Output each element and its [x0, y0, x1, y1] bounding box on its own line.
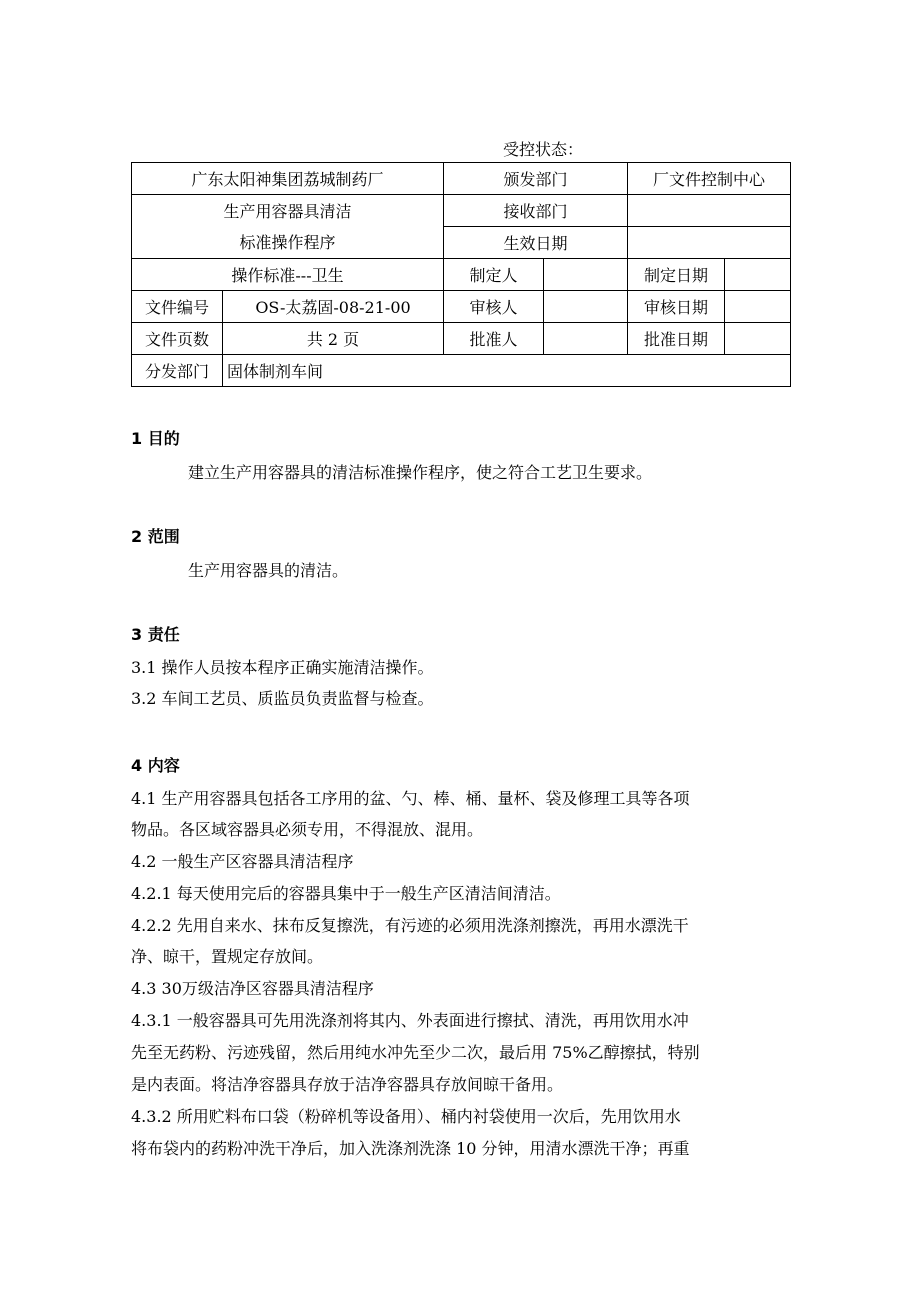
doc-no-label: 文件编号: [132, 291, 223, 323]
effective-date-label: 生效日期: [444, 227, 628, 259]
doc-no-value: OS-太荔固-08-21-00: [223, 291, 444, 323]
receive-dept-label: 接收部门: [444, 195, 628, 227]
distribution-label: 分发部门: [132, 355, 223, 387]
section-3-title: 3 责任: [131, 625, 180, 644]
section-1-title: 1 目的: [131, 429, 180, 448]
section-3-1: 3.1 操作人员按本程序正确实施清洁操作。: [131, 658, 434, 677]
title-line-1: 生产用容器具清洁: [223, 201, 352, 221]
reviewer-label: 审核人: [444, 291, 544, 323]
section-4-3-1-line-1: 4.3.1 一般容器具可先用洗涤剂将其内、外表面进行擦拭、清洗，再用饮用水冲: [131, 1011, 689, 1030]
title-line-2: 标准操作程序: [239, 232, 336, 252]
section-4-2-1: 4.2.1 每天使用完后的容器具集中于一般生产区清洁间清洁。: [131, 884, 561, 903]
prepared-by-label: 制定人: [444, 259, 544, 291]
section-1-body: 建立生产用容器具的清洁标准操作程序，使之符合工艺卫生要求。: [188, 463, 653, 482]
section-4-1-line-2: 物品。各区域容器具必须专用，不得混放、混用。: [131, 820, 484, 839]
approver-value: [544, 323, 628, 355]
review-date-label: 审核日期: [628, 291, 725, 323]
section-4-3-2-line-2: 将布袋内的药粉冲洗干净后，加入洗涤剂洗涤 10 分钟，用清水漂洗干净；再重: [131, 1139, 690, 1158]
section-2-title: 2 范围: [131, 527, 180, 546]
issue-dept-label: 颁发部门: [444, 163, 628, 195]
control-status-label: 受控状态：: [503, 140, 584, 159]
prepared-date-label: 制定日期: [628, 259, 725, 291]
approver-label: 批准人: [444, 323, 544, 355]
section-2-body: 生产用容器具的清洁。: [188, 561, 349, 580]
section-4-3-2-line-1: 4.3.2 所用贮料布口袋（粉碎机等设备用）、桶内衬袋使用一次后，先用饮用水: [131, 1107, 681, 1126]
pages-label: 文件页数: [132, 323, 223, 355]
section-3-2: 3.2 车间工艺员、质监员负责监督与检查。: [131, 689, 434, 708]
review-date-value: [725, 291, 791, 323]
effective-date-value: [628, 227, 791, 259]
approve-date-value: [725, 323, 791, 355]
op-standard: 操作标准---卫生: [132, 259, 444, 291]
reviewer-value: [544, 291, 628, 323]
company-name: 广东太阳神集团荔城制药厂: [132, 163, 444, 195]
section-4-3-1-line-3: 是内表面。将洁净容器具存放于洁净容器具存放间晾干备用。: [131, 1075, 564, 1094]
section-4-2: 4.2 一般生产区容器具清洁程序: [131, 852, 354, 871]
section-4-3: 4.3 30万级洁净区容器具清洁程序: [131, 979, 374, 998]
distribution-value: 固体制剂车间: [223, 355, 791, 387]
document-header-table: [131, 162, 791, 387]
document-title: [132, 195, 444, 259]
prepared-date-value: [725, 259, 791, 291]
prepared-by-value: [544, 259, 628, 291]
section-4-2-2-line-2: 净、晾干，置规定存放间。: [131, 947, 324, 966]
section-4-title: 4 内容: [131, 756, 180, 775]
section-4-2-2-line-1: 4.2.2 先用自来水、抹布反复擦洗，有污迹的必须用洗涤剂擦洗，再用水漂洗干: [131, 916, 689, 935]
section-4-1-line-1: 4.1 生产用容器具包括各工序用的盆、勺、棒、桶、量杯、袋及修理工具等各项: [131, 789, 690, 808]
issue-dept-value: 厂文件控制中心: [628, 163, 791, 195]
section-4-3-1-line-2: 先至无药粉、污迹残留，然后用纯水冲先至少二次，最后用 75%乙醇擦拭，特别: [131, 1043, 700, 1062]
pages-value: 共 2 页: [223, 323, 444, 355]
receive-dept-value: [628, 195, 791, 227]
approve-date-label: 批准日期: [628, 323, 725, 355]
